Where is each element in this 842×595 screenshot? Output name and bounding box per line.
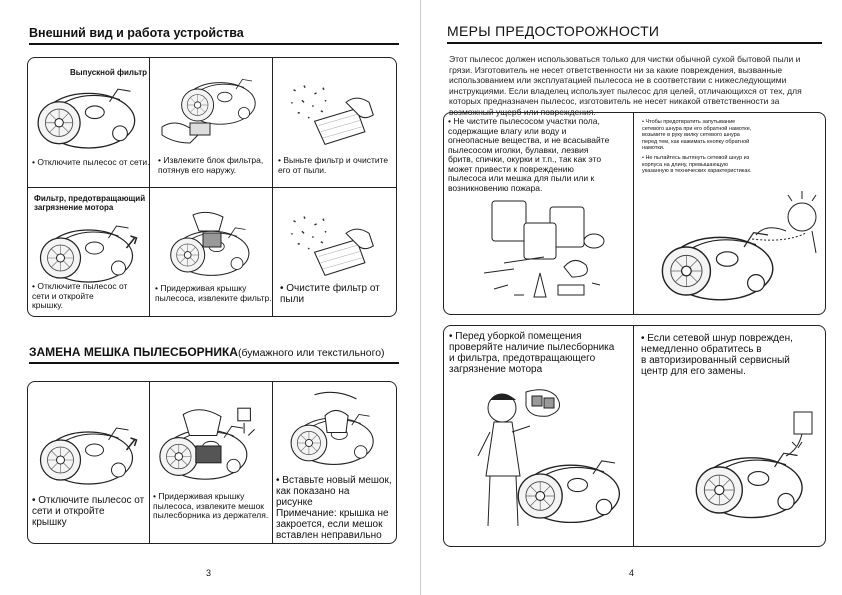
page-title: Внешний вид и работа устройства (29, 26, 244, 40)
bag-title-text: ЗАМЕНА МЕШКА ПЫЛЕСБОРНИКА (29, 345, 238, 359)
title-underline (29, 43, 399, 45)
motor-filter-removal-illustration (163, 206, 263, 286)
damaged-cord-illustration (694, 406, 824, 526)
vacuum-open-lid-illustration (36, 218, 141, 288)
section-underline (29, 362, 399, 364)
bag-title-subtitle: (бумажного или текстильного) (237, 347, 385, 359)
vacuum-illustration (36, 80, 141, 155)
step-caption: • Придерживая крышку пылесоса, извлеките мешок пылесборника из держателя. (153, 491, 269, 520)
warning-text: • Если сетевой шнур поврежден, немедленно обратитесь в в авторизированный сервисный центр для его замены. (641, 333, 793, 377)
page-title: МЕРЫ ПРЕДОСТОРОЖНОСТИ (447, 23, 660, 39)
step-caption: • Отключите пылесос от сети. (32, 157, 150, 167)
woman-checking-illustration (460, 386, 630, 541)
filter-cleaning-panel (27, 57, 397, 317)
step-caption: • Отключите пылесос от сети и откройте крышку (32, 495, 145, 528)
bag-removal-illustration (158, 402, 263, 490)
bag-replacement-panel (27, 381, 397, 544)
intro-paragraph: Этот пылесос должен использоваться только для чистки обычной сухой бытовой пыли и грязи. Изготовитель не несет ответственности ни за какие повреждения, вызванные использованием или эксплуатацией пылесоса не в соответствии с нижеследующими инструкциями. Если владелец использует пылесос для целей, отличающихся от тех, для которых предназначен пылесос, изготовитель не несет никакой ответственности за возможный ущерб или повреждения. (449, 54, 802, 117)
hazardous-items-illustration (474, 193, 624, 311)
warning-text-small: • Не пытайтесь вытянуть сетевой шнур из корпуса на длину, превышающую указанную в технических характеристиках. (642, 155, 752, 174)
cord-pull-illustration (656, 183, 826, 311)
vacuum-open-illustration (36, 420, 141, 490)
filter-dusting-illustration (283, 208, 388, 286)
filter-cleaning-illustration (283, 76, 388, 156)
warning-panel-top (443, 112, 826, 315)
page-number: 3 (206, 568, 212, 578)
step-caption: • Очистите фильтр от пыли (280, 283, 380, 305)
step-caption: • Вставьте новый мешок, как показано на рисунке Примечание: крышка не закроется, если мешок вставлен неправильно (276, 475, 392, 541)
step-caption: • Извлеките блок фильтра, потянув его наружу. (158, 155, 264, 175)
step-caption: • Придерживая крышку пылесоса, извлеките фильтр. (155, 283, 272, 303)
warning-text-small: • Чтобы предотвратить запутывание сетевого шнура при его обратной намотке, возьмите в руку вилку сетевого шнура перед тем, как нажимать кнопку обратной намотки. (642, 119, 752, 151)
exhaust-filter-label: Выпускной фильтр (70, 68, 148, 77)
step-caption: • Отключите пылесос от сети и откройте крышку. (32, 281, 128, 310)
page-right (421, 0, 842, 595)
warning-text: • Не чистите пылесосом участки пола, содержащие влагу или воду и огнеопасные вещества, и не всасывайте пылесосом иголки, булавки, лезвия бритв, спички, окурки и т.п., так как это может привести к повреждению пылесоса или мешка для пыли или к возникновению пожара. (448, 116, 610, 193)
filter-removal-illustration (160, 72, 260, 152)
bag-insert-illustration (283, 390, 388, 475)
bag-replacement-title (29, 345, 385, 359)
page-number: 4 (629, 568, 635, 578)
warning-panel-bottom (443, 325, 826, 547)
warning-text: • Перед уборкой помещения проверяйте наличие пылесборника и фильтра, предотвращающего загрязнение мотора (449, 331, 615, 375)
motor-filter-label: Фильтр, предотвращающий загрязнение мотора (34, 194, 146, 212)
title-underline (447, 42, 822, 44)
step-caption: • Выньте фильтр и очистите его от пыли. (278, 155, 389, 175)
